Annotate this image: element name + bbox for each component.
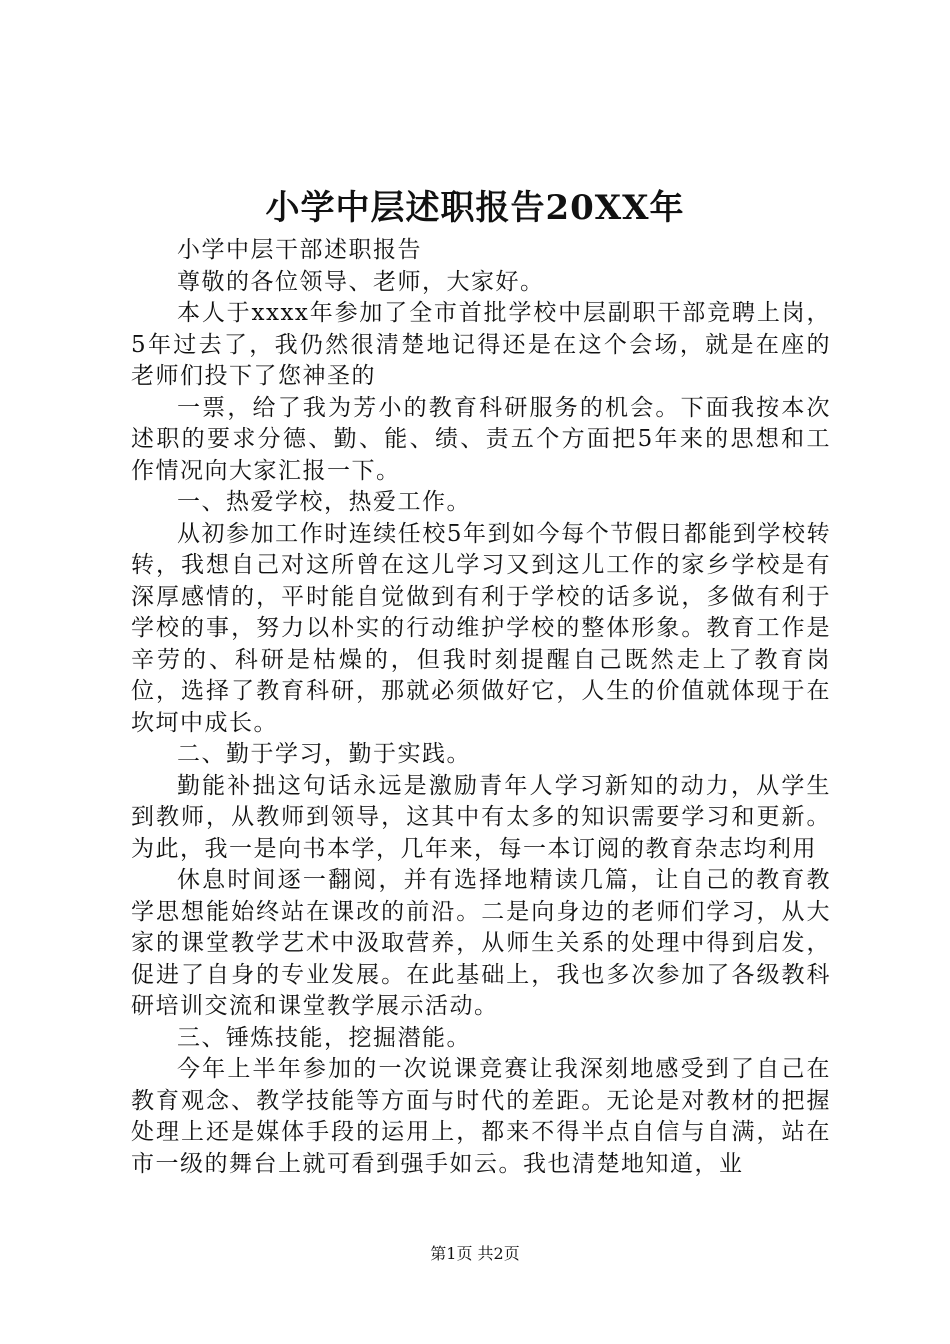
- section-heading: 二、勤于学习，勤于实践。: [177, 741, 471, 767]
- paragraph: 今年上半年参加的一次说课竞赛让我深刻地感受到了自己在教育观念、教学技能等方面与时代的差距。无论是对教材的把握处理上还是媒体手段的运用上，都来不得半点自信与自满，站在市一级的舞台上就可看到强手如云。我也清楚地知道，业: [131, 1056, 831, 1177]
- paragraph: 从初参加工作时连续任校5年到如今每个节假日都能到学校转转，我想自己对这所曾在这儿学习又到这儿工作的家乡学校是有深厚感情的，平时能自觉做到有利于学校的话多说，多做有利于学校的事，努力以朴实的行动维护学校的整体形象。教育工作是辛劳的、科研是枯燥的，但我时刻提醒自己既然走上了教育岗位，选择了教育科研，那就必须做好它，人生的价值就体现于在坎坷中成长。: [131, 520, 831, 736]
- page-footer: 第1页 共2页: [430, 1244, 520, 1263]
- paragraph: 尊敬的各位领导、老师，大家好。: [177, 268, 545, 295]
- section-heading: 三、锤炼技能，挖掘潜能。: [177, 1024, 471, 1051]
- paragraph: 一票，给了我为芳小的教育科研服务的机会。下面我按本次述职的要求分德、勤、能、绩、责五个方面把5年来的思想和工作情况向大家汇报一下。: [131, 394, 831, 484]
- paragraph: 休息时间逐一翻阅，并有选择地精读几篇，让自己的教育教学思想能始终站在课改的前沿。二是向身边的老师们学习，从大家的课堂教学艺术中汲取营养，从师生关系的处理中得到启发，促进了自身的专业发展。在此基础上，我也多次参加了各级教科研培训交流和课堂教学展示活动。: [131, 867, 831, 1019]
- section-heading: 一、热爱学校，热爱工作。: [177, 489, 471, 515]
- document-body: [131, 235, 831, 1180]
- paragraph: 勤能补拙这句话永远是激励青年人学习新知的动力，从学生到教师，从教师到领导，这其中有太多的知识需要学习和更新。为此，我一是向书本学，几年来，每一本订阅的教育杂志均利用: [131, 772, 831, 862]
- document-title: 小学中层述职报告20XX年: [265, 188, 685, 228]
- paragraph: 小学中层干部述职报告: [177, 237, 422, 263]
- paragraph: 本人于xxxx年参加了全市首批学校中层副职干部竞聘上岗，5年过去了，我仍然很清楚地记得还是在这个会场，就是在座的老师们投下了您神圣的: [131, 300, 831, 389]
